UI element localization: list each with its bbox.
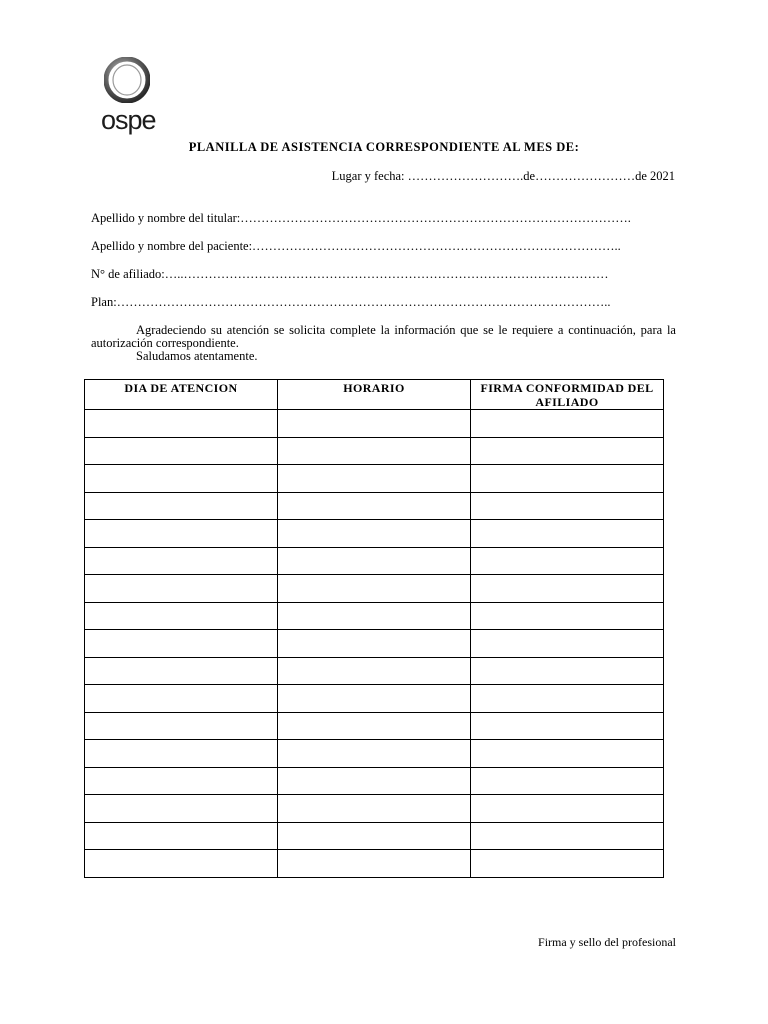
table-row	[85, 795, 664, 823]
table-row	[85, 630, 664, 658]
table-cell[interactable]	[85, 492, 278, 520]
table-cell[interactable]	[471, 547, 664, 575]
message-closing: Saludamos atentamente.	[136, 349, 258, 363]
table-cell[interactable]	[85, 795, 278, 823]
table-cell[interactable]	[85, 410, 278, 438]
table-cell[interactable]	[471, 630, 664, 658]
table-cell[interactable]	[278, 437, 471, 465]
header-firma: FIRMA CONFORMIDAD DEL AFILIADO	[471, 380, 664, 410]
table-cell[interactable]	[85, 685, 278, 713]
table-cell[interactable]	[85, 602, 278, 630]
table-row	[85, 657, 664, 685]
table-cell[interactable]	[85, 657, 278, 685]
table-cell[interactable]	[471, 465, 664, 493]
table-row	[85, 547, 664, 575]
table-row	[85, 492, 664, 520]
header-horario: HORARIO	[278, 380, 471, 410]
table-cell[interactable]	[471, 602, 664, 630]
table-header-row	[85, 380, 664, 410]
table-body	[85, 410, 664, 878]
table-cell[interactable]	[471, 410, 664, 438]
table-cell[interactable]	[278, 712, 471, 740]
table-cell[interactable]	[278, 740, 471, 768]
table-row	[85, 767, 664, 795]
table-row	[85, 850, 664, 878]
table-cell[interactable]	[471, 685, 664, 713]
table-cell[interactable]	[85, 437, 278, 465]
table-cell[interactable]	[85, 822, 278, 850]
table-cell[interactable]	[85, 547, 278, 575]
table-cell[interactable]	[278, 575, 471, 603]
table-cell[interactable]	[278, 822, 471, 850]
table-row	[85, 712, 664, 740]
table-row	[85, 740, 664, 768]
document-title: PLANILLA DE ASISTENCIA CORRESPONDIENTE AL MES DE:	[188, 140, 580, 154]
table-cell[interactable]	[278, 520, 471, 548]
table-cell[interactable]	[85, 575, 278, 603]
attendance-table	[84, 379, 664, 878]
ospe-logo	[96, 54, 166, 138]
table-cell[interactable]	[278, 685, 471, 713]
table-row	[85, 465, 664, 493]
table-cell[interactable]	[471, 657, 664, 685]
table-cell[interactable]	[278, 492, 471, 520]
table-row	[85, 410, 664, 438]
table-cell[interactable]	[85, 465, 278, 493]
table-cell[interactable]	[278, 850, 471, 878]
table-cell[interactable]	[471, 712, 664, 740]
table-cell[interactable]	[471, 437, 664, 465]
ospe-ring-icon	[104, 57, 150, 103]
table-row	[85, 520, 664, 548]
table-row	[85, 822, 664, 850]
table-cell[interactable]	[85, 767, 278, 795]
table-row	[85, 602, 664, 630]
table-row	[85, 575, 664, 603]
table-cell[interactable]	[278, 547, 471, 575]
table-cell[interactable]	[85, 850, 278, 878]
table-cell[interactable]	[85, 712, 278, 740]
table-cell[interactable]	[471, 795, 664, 823]
table-cell[interactable]	[278, 630, 471, 658]
table-cell[interactable]	[278, 410, 471, 438]
signature-label: Firma y sello del profesional	[538, 935, 676, 949]
table-cell[interactable]	[471, 575, 664, 603]
table-row	[85, 437, 664, 465]
field-afiliado: N° de afiliado:…..…………………………………………………………………………………………	[91, 267, 609, 281]
table-cell[interactable]	[278, 795, 471, 823]
table-cell[interactable]	[471, 850, 664, 878]
table-cell[interactable]	[471, 767, 664, 795]
field-paciente: Apellido y nombre del paciente:……………………………………………………………………………..	[91, 239, 621, 253]
table-cell[interactable]	[85, 520, 278, 548]
table-cell[interactable]	[85, 740, 278, 768]
table-cell[interactable]	[278, 602, 471, 630]
message-body: Agradeciendo su atención se solicita complete la información que se le requiere a continuación, para la autorización correspondiente.	[91, 323, 676, 350]
table-cell[interactable]	[278, 657, 471, 685]
table-cell[interactable]	[85, 630, 278, 658]
table-cell[interactable]	[471, 740, 664, 768]
table-cell[interactable]	[471, 822, 664, 850]
field-titular: Apellido y nombre del titular:………………………………………………………………………………….	[91, 211, 631, 225]
request-message	[91, 324, 676, 363]
table-row	[85, 685, 664, 713]
table-cell[interactable]	[471, 520, 664, 548]
field-plan: Plan:………………………………………………………………………………………………………..	[91, 295, 611, 309]
table-cell[interactable]	[278, 767, 471, 795]
header-dia: DIA DE ATENCION	[85, 380, 278, 410]
table-cell[interactable]	[278, 465, 471, 493]
table-cell[interactable]	[471, 492, 664, 520]
place-date-line: Lugar y fecha: ……………………….de……………………de 2021	[331, 169, 675, 183]
logo-text: ospe	[101, 105, 156, 135]
